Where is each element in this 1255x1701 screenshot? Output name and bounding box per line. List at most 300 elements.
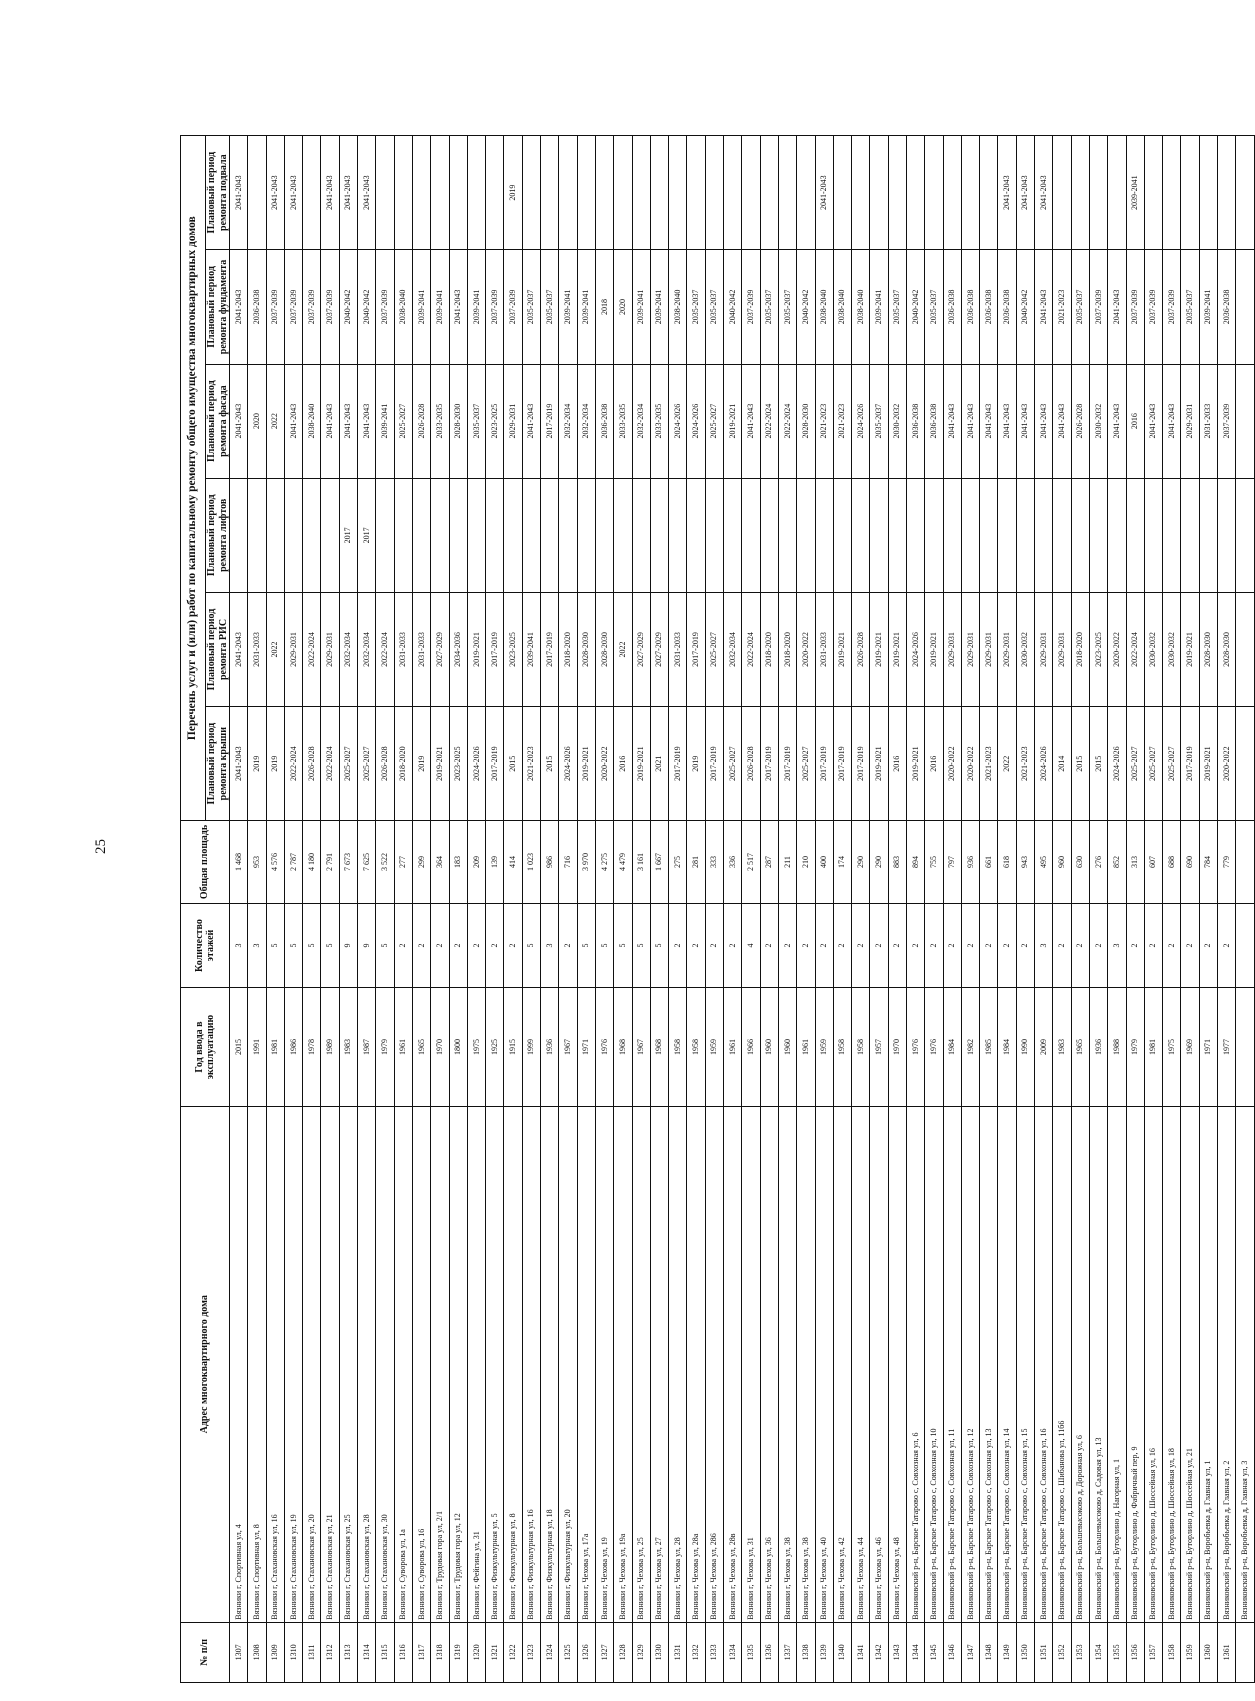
floors-cell: 2: [760, 903, 778, 988]
facade-period-cell: 2020: [248, 364, 266, 478]
table-row: [742, 136, 760, 1683]
total-area-cell: 7 673: [339, 821, 357, 903]
basement-period-cell: [760, 136, 778, 250]
facade-period-cell: 2041-2043: [522, 364, 540, 478]
basement-period-cell: [705, 136, 723, 250]
facade-period-cell: 2019-2021: [724, 364, 742, 478]
year-built-cell: 1982: [961, 988, 979, 1106]
basement-period-cell: [778, 136, 796, 250]
total-area-cell: 943: [1016, 821, 1034, 903]
year-built-cell: 1800: [449, 988, 467, 1106]
lifts-period-cell: [1144, 478, 1162, 592]
year-built-cell: 1925: [486, 988, 504, 1106]
row-number-cell: 1311: [303, 1622, 321, 1682]
lifts-period-cell: [760, 478, 778, 592]
foundation-period-cell: 2036-2038: [980, 250, 998, 364]
floors-cell: 2: [815, 903, 833, 988]
facade-period-cell: 2023-2025: [486, 364, 504, 478]
year-built-cell: 1961: [797, 988, 815, 1106]
basement-period-cell: [1218, 136, 1236, 250]
table-row: [943, 136, 961, 1683]
foundation-period-cell: 2037-2039: [504, 250, 522, 364]
total-area-cell: 336: [724, 821, 742, 903]
facade-period-cell: 2041-2043: [321, 364, 339, 478]
foundation-period-cell: 2041-2043: [230, 250, 248, 364]
table-row: [1053, 136, 1071, 1683]
address-cell: Вязниковский р-н, Воробьевка д, Главная ул, 1: [1199, 1106, 1217, 1622]
address-cell: Вязники г, Чехова ул, 27: [650, 1106, 668, 1622]
address-cell: Вязники г, Чехова ул, 19: [595, 1106, 613, 1622]
year-built-cell: 1970: [888, 988, 906, 1106]
facade-period-cell: 2041-2043: [1163, 364, 1181, 478]
lifts-period-cell: [961, 478, 979, 592]
lifts-period-cell: [522, 478, 540, 592]
address-cell: Вязники г, Стахановская ул, 28: [358, 1106, 376, 1622]
foundation-period-cell: 2037-2039: [284, 250, 302, 364]
floors-cell: 2: [870, 903, 888, 988]
roof-period-cell: 2015: [541, 707, 559, 821]
row-number-cell: 1312: [321, 1622, 339, 1682]
basement-period-cell: [724, 136, 742, 250]
row-number-cell: 1317: [412, 1622, 430, 1682]
foundation-period-cell: 2038-2040: [815, 250, 833, 364]
lifts-period-cell: [486, 478, 504, 592]
foundation-period-cell: 2038-2040: [852, 250, 870, 364]
basement-period-cell: [467, 136, 485, 250]
address-cell: Вязники г, Стахановская ул, 25: [339, 1106, 357, 1622]
row-number-cell: 1335: [742, 1622, 760, 1682]
address-cell: Вязники г, Суворова ул, 1а: [394, 1106, 412, 1622]
basement-period-cell: 2041-2043: [321, 136, 339, 250]
row-number-cell: 1350: [1016, 1622, 1034, 1682]
header-year: Год ввода в эксплуатацию: [181, 988, 230, 1106]
facade-period-cell: 2036-2038: [925, 364, 943, 478]
facade-period-cell: 2031-2033: [1199, 364, 1217, 478]
facade-period-cell: 2033-2035: [650, 364, 668, 478]
total-area-cell: 779: [1218, 821, 1236, 903]
address-cell: Вязниковский р-н, Буторлино д, Фабричный пер, 9: [1126, 1106, 1144, 1622]
basement-period-cell: 2019: [504, 136, 522, 250]
total-area-cell: 607: [1144, 821, 1162, 903]
foundation-period-cell: 2035-2037: [778, 250, 796, 364]
foundation-period-cell: 2037-2039: [321, 250, 339, 364]
roof-period-cell: 2021: [650, 707, 668, 821]
total-area-cell: 7 625: [358, 821, 376, 903]
facade-period-cell: 2041-2043: [1016, 364, 1034, 478]
address-cell: Вязниковский р-н, Барское Татарово с, Совхозная ул, 6: [906, 1106, 924, 1622]
row-number-cell: 1334: [724, 1622, 742, 1682]
roof-period-cell: 2021-2023: [522, 707, 540, 821]
ris-period-cell: 2019-2021: [833, 592, 851, 706]
row-number-cell: 1340: [833, 1622, 851, 1682]
table-row: [870, 136, 888, 1683]
table-row: [998, 136, 1016, 1683]
basement-period-cell: [687, 136, 705, 250]
roof-period-cell: 2019: [687, 707, 705, 821]
floors-cell: 5: [577, 903, 595, 988]
foundation-period-cell: 2035-2037: [687, 250, 705, 364]
table-row: [321, 136, 339, 1683]
table-row: [358, 136, 376, 1683]
roof-period-cell: 2022: [998, 707, 1016, 821]
lifts-period-cell: [632, 478, 650, 592]
table-row: [1181, 136, 1199, 1683]
table-row: [394, 136, 412, 1683]
row-number-cell: 1324: [541, 1622, 559, 1682]
table-row: [595, 136, 613, 1683]
header-basement: Плановый период ремонта подвала: [206, 136, 230, 250]
ris-period-cell: 2019-2021: [1181, 592, 1199, 706]
address-cell: Вязники г, Спортивная ул, 4: [230, 1106, 248, 1622]
year-built-cell: 2015: [230, 988, 248, 1106]
lifts-period-cell: [888, 478, 906, 592]
row-number-cell: 1313: [339, 1622, 357, 1682]
address-cell: Вязники г, Спортивная ул, 8: [248, 1106, 266, 1622]
facade-period-cell: 2036-2038: [906, 364, 924, 478]
basement-period-cell: 2041-2043: [998, 136, 1016, 250]
facade-period-cell: 2041-2043: [961, 364, 979, 478]
foundation-period-cell: 2039-2041: [577, 250, 595, 364]
row-number-cell: 1351: [1035, 1622, 1053, 1682]
facade-period-cell: 2035-2037: [870, 364, 888, 478]
ris-period-cell: 2019-2021: [888, 592, 906, 706]
foundation-period-cell: 2039-2041: [431, 250, 449, 364]
foundation-period-cell: 2040-2042: [724, 250, 742, 364]
lifts-period-cell: [266, 478, 284, 592]
total-area-cell: 661: [980, 821, 998, 903]
row-number-cell: 1361: [1218, 1622, 1236, 1682]
year-built-cell: 1967: [632, 988, 650, 1106]
foundation-period-cell: 2039-2041: [632, 250, 650, 364]
floors-cell: 3: [230, 903, 248, 988]
floors-cell: 5: [614, 903, 632, 988]
facade-period-cell: 2041-2043: [1035, 364, 1053, 478]
total-area-cell: 716: [559, 821, 577, 903]
basement-period-cell: 2041-2043: [266, 136, 284, 250]
foundation-period-cell: 2037-2039: [376, 250, 394, 364]
foundation-period-cell: 2039-2041: [1199, 250, 1217, 364]
foundation-period-cell: 2036-2038: [1218, 250, 1236, 364]
address-cell: Вязники г, Стахановская ул, 30: [376, 1106, 394, 1622]
foundation-period-cell: 2036-2038: [248, 250, 266, 364]
basement-period-cell: [1181, 136, 1199, 250]
row-number-cell: 1341: [852, 1622, 870, 1682]
foundation-period-cell: 2035-2037: [522, 250, 540, 364]
total-area-cell: 495: [1035, 821, 1053, 903]
address-cell: Вязниковский р-н, Барское Татарово с, Совхозная ул, 13: [980, 1106, 998, 1622]
roof-period-cell: 2019-2021: [577, 707, 595, 821]
roof-period-cell: 2017-2019: [705, 707, 723, 821]
basement-period-cell: 2041-2043: [230, 136, 248, 250]
basement-period-cell: [650, 136, 668, 250]
address-cell: Вязниковский р-н, Буторлино д, Нагорная ул, 1: [1108, 1106, 1126, 1622]
roof-period-cell: 2016: [925, 707, 943, 821]
facade-period-cell: 2025-2027: [394, 364, 412, 478]
address-cell: Вязниковский р-н, Барское Татарово с, Совхозная ул, 12: [961, 1106, 979, 1622]
ris-period-cell: 2028-2030: [577, 592, 595, 706]
foundation-period-cell: 2039-2041: [467, 250, 485, 364]
facade-period-cell: 2041-2043: [339, 364, 357, 478]
foundation-period-cell: 2039-2041: [559, 250, 577, 364]
lifts-period-cell: [1053, 478, 1071, 592]
basement-period-cell: 2041-2043: [358, 136, 376, 250]
facade-period-cell: 2021-2023: [815, 364, 833, 478]
row-number-cell: 1348: [980, 1622, 998, 1682]
table-row: [833, 136, 851, 1683]
foundation-period-cell: 2035-2037: [705, 250, 723, 364]
foundation-period-cell: 2021-2023: [1053, 250, 1071, 364]
address-cell: Вязниковский р-н, Буторлино д, Шоссейная ул, 16: [1144, 1106, 1162, 1622]
total-area-cell: 1 468: [230, 821, 248, 903]
floors-cell: 3: [248, 903, 266, 988]
table-row: [522, 136, 540, 1683]
ris-period-cell: 2030-2032: [1144, 592, 1162, 706]
table-row: [906, 136, 924, 1683]
ris-period-cell: 2019-2021: [925, 592, 943, 706]
foundation-period-cell: 2035-2037: [925, 250, 943, 364]
basement-period-cell: [376, 136, 394, 250]
foundation-period-cell: 2039-2041: [870, 250, 888, 364]
year-built-cell: 1958: [852, 988, 870, 1106]
address-cell: Вязники г, Физкультурная ул, 20: [559, 1106, 577, 1622]
foundation-period-cell: 2040-2042: [1016, 250, 1034, 364]
total-area-cell: 4 479: [614, 821, 632, 903]
foundation-period-cell: 2038-2040: [394, 250, 412, 364]
ris-period-cell: 2030-2032: [1016, 592, 1034, 706]
ris-period-cell: 2029-2031: [284, 592, 302, 706]
roof-period-cell: 2019: [266, 707, 284, 821]
address-cell: Вязники г, Стахановская ул, 20: [303, 1106, 321, 1622]
floors-cell: 2: [394, 903, 412, 988]
table-row: [1163, 136, 1181, 1683]
total-area-cell: 894: [906, 821, 924, 903]
lifts-period-cell: [687, 478, 705, 592]
facade-period-cell: 2017-2019: [541, 364, 559, 478]
ris-period-cell: 2032-2034: [724, 592, 742, 706]
table-row: [650, 136, 668, 1683]
ris-period-cell: 2031-2033: [412, 592, 430, 706]
table-row: [614, 136, 632, 1683]
row-number-cell: 1332: [687, 1622, 705, 1682]
roof-period-cell: 2020-2022: [943, 707, 961, 821]
row-number-cell: 1308: [248, 1622, 266, 1682]
address-cell: Вязники г, Чехова ул, 48: [888, 1106, 906, 1622]
ris-period-cell: 2029-2031: [1053, 592, 1071, 706]
capital-repair-table: [180, 135, 1255, 1683]
total-area-cell: 277: [394, 821, 412, 903]
floors-cell: 2: [412, 903, 430, 988]
ris-period-cell: 2018-2020: [1071, 592, 1089, 706]
row-number-cell: 1360: [1199, 1622, 1217, 1682]
basement-period-cell: [1089, 136, 1107, 250]
ris-period-cell: 2018-2020: [778, 592, 796, 706]
total-area-cell: 953: [248, 821, 266, 903]
table-row: [541, 136, 559, 1683]
ris-period-cell: 2029-2031: [998, 592, 1016, 706]
floors-cell: 5: [284, 903, 302, 988]
roof-period-cell: 2020-2022: [595, 707, 613, 821]
basement-period-cell: [614, 136, 632, 250]
total-area-cell: 986: [541, 821, 559, 903]
address-cell: Вязники г, Чехова ул, 28: [669, 1106, 687, 1622]
ris-period-cell: 2022-2024: [376, 592, 394, 706]
lifts-period-cell: [1071, 478, 1089, 592]
total-area-cell: 1 667: [650, 821, 668, 903]
year-built-cell: 1986: [284, 988, 302, 1106]
total-area-cell: 883: [888, 821, 906, 903]
facade-period-cell: 2028-2030: [449, 364, 467, 478]
roof-period-cell: 2022-2024: [321, 707, 339, 821]
total-area-cell: 2 791: [321, 821, 339, 903]
foundation-period-cell: 2037-2039: [1144, 250, 1162, 364]
facade-period-cell: 2030-2032: [1089, 364, 1107, 478]
ris-period-cell: 2027-2029: [431, 592, 449, 706]
year-built-cell: 1968: [650, 988, 668, 1106]
roof-period-cell: 2024-2026: [467, 707, 485, 821]
row-number-cell: 1309: [266, 1622, 284, 1682]
foundation-period-cell: 2036-2038: [998, 250, 1016, 364]
lifts-period-cell: [595, 478, 613, 592]
lifts-period-cell: [248, 478, 266, 592]
total-area-cell: 281: [687, 821, 705, 903]
ris-period-cell: 2024-2026: [906, 592, 924, 706]
floors-cell: 2: [449, 903, 467, 988]
total-area-cell: 852: [1108, 821, 1126, 903]
table-row: [632, 136, 650, 1683]
lifts-period-cell: [797, 478, 815, 592]
foundation-period-cell: 2039-2041: [650, 250, 668, 364]
table-row: [669, 136, 687, 1683]
table-row: [376, 136, 394, 1683]
table-row: [778, 136, 796, 1683]
year-built-cell: 2009: [1035, 988, 1053, 1106]
row-number-cell: 1343: [888, 1622, 906, 1682]
lifts-period-cell: [742, 478, 760, 592]
floors-cell: 5: [266, 903, 284, 988]
floors-cell: 3: [1108, 903, 1126, 988]
facade-period-cell: 2026-2028: [412, 364, 430, 478]
row-number-cell: 1322: [504, 1622, 522, 1682]
ris-period-cell: 2018-2020: [559, 592, 577, 706]
year-built-cell: 1960: [778, 988, 796, 1106]
foundation-period-cell: 2035-2037: [760, 250, 778, 364]
ris-period-cell: 2027-2029: [650, 592, 668, 706]
address-cell: Вязники г, Чехова ул, 286: [705, 1106, 723, 1622]
roof-period-cell: 2017-2019: [833, 707, 851, 821]
address-cell: Вязники г, Стахановская ул, 16: [266, 1106, 284, 1622]
lifts-period-cell: [1016, 478, 1034, 592]
lifts-period-cell: [504, 478, 522, 592]
floors-cell: 5: [303, 903, 321, 988]
roof-period-cell: 2018-2020: [394, 707, 412, 821]
year-built-cell: 1957: [870, 988, 888, 1106]
facade-period-cell: 2041-2043: [1144, 364, 1162, 478]
total-area-cell: 936: [961, 821, 979, 903]
row-number-cell: 1321: [486, 1622, 504, 1682]
foundation-period-cell: 2038-2040: [833, 250, 851, 364]
ris-period-cell: 2031-2033: [669, 592, 687, 706]
foundation-period-cell: 2038-2040: [669, 250, 687, 364]
lifts-period-cell: [669, 478, 687, 592]
foundation-period-cell: 2037-2039: [1089, 250, 1107, 364]
facade-period-cell: 2041-2043: [998, 364, 1016, 478]
row-number-cell: 1338: [797, 1622, 815, 1682]
capital-repair-table-frame: [180, 135, 1249, 1683]
total-area-cell: 139: [486, 821, 504, 903]
total-area-cell: 755: [925, 821, 943, 903]
lifts-period-cell: [998, 478, 1016, 592]
address-cell: Вязниковский р-н, Барское Татарово с, Совхозная ул, 16: [1035, 1106, 1053, 1622]
address-cell: Вязники г, Суворова ул, 16: [412, 1106, 430, 1622]
header-roof: Плановый период ремонта крыши: [206, 707, 230, 821]
ris-period-cell: 2031-2033: [394, 592, 412, 706]
total-area-cell: 2 787: [284, 821, 302, 903]
lifts-period-cell: [541, 478, 559, 592]
ris-period-cell: 2020-2022: [1108, 592, 1126, 706]
year-built-cell: 1985: [980, 988, 998, 1106]
basement-period-cell: [595, 136, 613, 250]
facade-period-cell: 2035-2037: [467, 364, 485, 478]
year-built-cell: 1984: [943, 988, 961, 1106]
roof-period-cell: 2017-2019: [852, 707, 870, 821]
lifts-period-cell: [321, 478, 339, 592]
floors-cell: 5: [650, 903, 668, 988]
table-row: [815, 136, 833, 1683]
table-row: [504, 136, 522, 1683]
foundation-period-cell: 2040-2042: [797, 250, 815, 364]
ris-period-cell: 2029-2031: [943, 592, 961, 706]
lifts-period-cell: [467, 478, 485, 592]
address-cell: Вязники г, Фейгина ул, 31: [467, 1106, 485, 1622]
basement-period-cell: [577, 136, 595, 250]
address-cell: Вязники г, Физкультурная ул, 8: [504, 1106, 522, 1622]
roof-period-cell: 2014: [1053, 707, 1071, 821]
ris-period-cell: 2031-2033: [815, 592, 833, 706]
roof-period-cell: 2026-2028: [742, 707, 760, 821]
total-area-cell: 630: [1071, 821, 1089, 903]
total-area-cell: 4 180: [303, 821, 321, 903]
basement-period-cell: [412, 136, 430, 250]
table-row: [1016, 136, 1034, 1683]
foundation-period-cell: [1236, 250, 1254, 364]
table-row: [705, 136, 723, 1683]
total-area-cell: 275: [669, 821, 687, 903]
table-row: [559, 136, 577, 1683]
year-built-cell: 1983: [339, 988, 357, 1106]
facade-period-cell: 2041-2043: [1053, 364, 1071, 478]
total-area-cell: 276: [1089, 821, 1107, 903]
foundation-period-cell: 2037-2039: [486, 250, 504, 364]
lifts-period-cell: [230, 478, 248, 592]
row-number-cell: 1354: [1089, 1622, 1107, 1682]
row-number-cell: 1344: [906, 1622, 924, 1682]
facade-period-cell: 2024-2026: [687, 364, 705, 478]
floors-cell: 2: [906, 903, 924, 988]
row-number-cell: 1336: [760, 1622, 778, 1682]
year-built-cell: 1988: [1108, 988, 1126, 1106]
total-area-cell: 3 522: [376, 821, 394, 903]
row-number-cell: 1330: [650, 1622, 668, 1682]
floors-cell: 2: [504, 903, 522, 988]
row-number-cell: 1331: [669, 1622, 687, 1682]
floors-cell: 2: [431, 903, 449, 988]
ris-period-cell: 2017-2019: [486, 592, 504, 706]
roof-period-cell: 2041-2043: [230, 707, 248, 821]
year-built-cell: 1999: [522, 988, 540, 1106]
total-area-cell: [1236, 821, 1254, 903]
floors-cell: 2: [1089, 903, 1107, 988]
year-built-cell: 1971: [577, 988, 595, 1106]
